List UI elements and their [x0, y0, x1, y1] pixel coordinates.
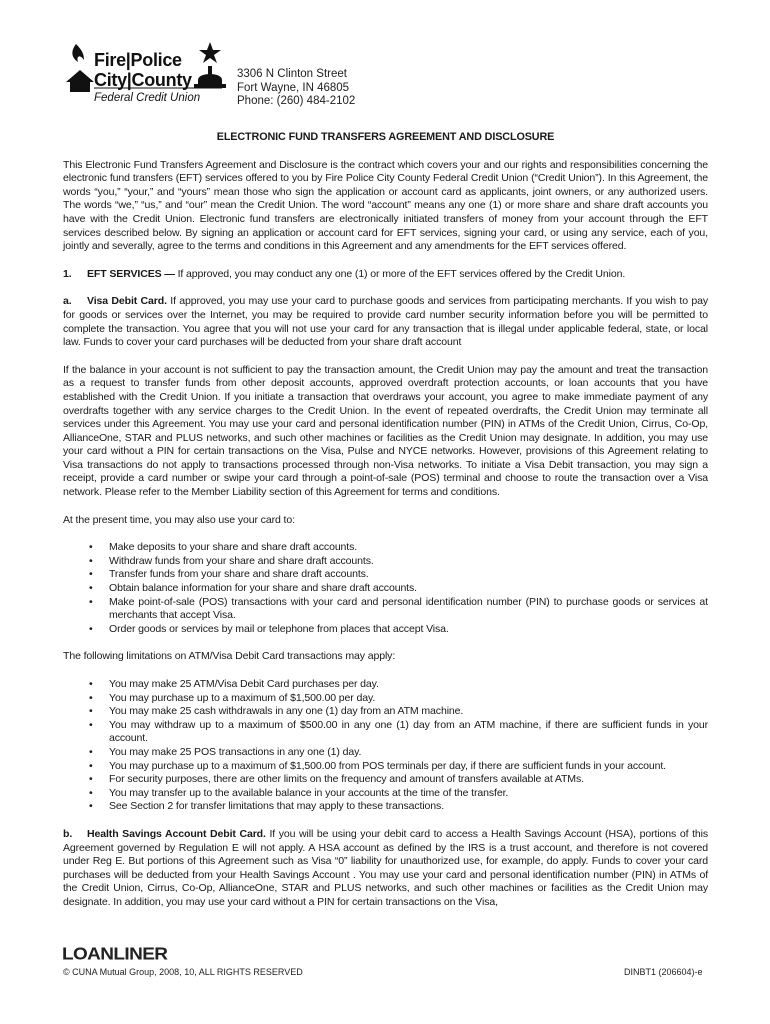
list-item: • Make point-of-sale (POS) transactions with your card and personal identification number (PIN) to purchase goods or services at merchants that accept Visa.: [109, 596, 708, 623]
section-a: [63, 295, 708, 349]
address-city: Fort Wayne, IN 46805: [237, 81, 350, 94]
copyright-text: © CUNA Mutual Group, 2008, 10, ALL RIGHTS RESERVED: [63, 967, 303, 977]
limitations-list: [63, 678, 708, 814]
list-item: • You may transfer up to the available balance in your accounts at the time of the transfer.: [109, 787, 708, 801]
document-title: ELECTRONIC FUND TRANSFERS AGREEMENT AND DISCLOSURE: [216, 131, 555, 143]
list-item: • Withdraw funds from your share and share draft accounts.: [109, 555, 708, 569]
list-item: • You may withdraw up to a maximum of $500.00 in any one (1) day from an ATM machine, if there are sufficient funds in your account.: [109, 719, 708, 746]
limitations-paragraph: The following limitations on ATM/Visa Debit Card transactions may apply:: [63, 650, 396, 663]
logo-line-2: City|County: [94, 70, 192, 90]
list-item: • You may purchase up to a maximum of $1,500.00 per day.: [109, 692, 708, 706]
list-item: • Order goods or services by mail or telephone from places that accept Visa.: [109, 623, 708, 637]
address-phone: Phone: (260) 484-2102: [237, 95, 356, 107]
section-1-number: 1.: [63, 267, 72, 280]
list-item: • For security purposes, there are other limits on the frequency and amount of transfers available at ATMs.: [109, 773, 708, 787]
form-code: DINBT1 (206604)-e: [624, 967, 703, 977]
document-body: [63, 131, 708, 924]
card-uses-list: [63, 541, 708, 636]
list-item: • You may make 25 cash withdrawals in any one (1) day from an ATM machine.: [109, 705, 708, 719]
list-item: • Make deposits to your share and share draft accounts.: [109, 541, 708, 555]
section-a-text: If approved, you may use your card to purchase goods and services from participating merchants. If you wish to pay for goods or services over the Internet, you may be required to provide card number security information before you will be permitted to complete the transaction. You agree that you will not use your card for any transaction that is illegal under applicable federal, state, or local law. Funds to cover your card purchases will be deducted from your share draft account: [63, 295, 708, 349]
section-1-text: If approved, you may conduct any one (1) or more of the EFT services offered by the Credit Union.: [174, 267, 626, 280]
section-b-heading: Health Savings Account Debit Card.: [87, 827, 266, 840]
present-time-paragraph: At the present time, you may also use your card to:: [63, 513, 295, 526]
list-item: • You may purchase up to a maximum of $1,500.00 from POS terminals per day, if there are sufficient funds in your account.: [109, 760, 708, 774]
list-item: • See Section 2 for transfer limitations that may apply to these transactions.: [109, 800, 708, 814]
list-item: • Transfer funds from your share and share draft accounts.: [109, 568, 708, 582]
address-street: 3306 N Clinton Street: [237, 68, 347, 80]
section-1: [63, 268, 708, 282]
list-item: • Obtain balance information for your share and share draft accounts.: [109, 582, 708, 596]
logo-line-1: Fire|Police: [94, 50, 182, 70]
section-1-heading: EFT SERVICES —: [87, 267, 175, 280]
section-a-heading: Visa Debit Card.: [87, 295, 167, 308]
section-b: [63, 828, 708, 910]
intro-paragraph: This Electronic Fund Transfers Agreement and Disclosure is the contract which covers your and our rights and responsibilities concerning the electronic fund transfers (EFT) services offered to you by Fire Police City County Federal Credit Union (“Credit Union”). In this Agreement, the words “you,” “your,” and “yours” mean those who sign the application or account card as applicants, joint owners, or any authorized users. The words “we,” “us,” and “our” mean the Credit Union. The word “account” means any one (1) or more share and share draft accounts you have with the Credit Union. Electronic fund transfers are electronically initiated transfers of money from your account through the EFT services described below. By signing an application or account card for EFT services, signing your card, or using any service, each of you, jointly and severally, agree to the terms and conditions in this Agreement and any amendments for the EFT services offered.: [63, 158, 708, 253]
logo-line-3: Federal Credit Union: [94, 92, 201, 104]
loanliner-logo: LOANLINER: [62, 945, 168, 964]
section-a-number: a.: [63, 295, 72, 308]
list-item: • You may make 25 POS transactions in any one (1) day.: [109, 746, 708, 760]
credit-union-logo: [62, 40, 232, 110]
section-b-text: If you will be using your debit card to access a Health Savings Account (HSA), portions of this Agreement governed by Regulation E will not apply. A HSA account as defined by the IRS is a trust account, and therefore is not covered under Reg E. But portions of this Agreement such as Visa “0” liability for unauthorized use, for example, do apply. Funds to cover your card purchases will be deducted from your Health Savings Account . You may use your card and personal identification number (PIN) in ATMs of the Credit Union, Cirrus, Co-Op, AllianceOne, STAR and PLUS networks, and such other machines or facilities as the Credit Union may designate. In addition, you may use your card without a PIN for certain transactions on the Visa,: [63, 827, 708, 908]
address-block: [237, 68, 355, 109]
list-item: • You may make 25 ATM/Visa Debit Card purchases per day.: [109, 678, 708, 692]
section-b-number: b.: [63, 827, 73, 840]
balance-paragraph: If the balance in your account is not sufficient to pay the transaction amount, the Credit Union may pay the amount and treat the transaction as a request to transfer funds from other deposit accounts, approved overdraft protection accounts, or loan accounts that you have established with the Credit Union. If you initiate a transaction that overdraws your account, you agree to make immediate payment of any overdrafts together with any service charges to the Credit Union. In the event of repeated overdrafts, the Credit Union may terminate all services under this Agreement. You may use your card and personal identification number (PIN) in ATMs of the Credit Union, Cirrus, Co-Op, AllianceOne, STAR and PLUS networks, and such other machines or facilities as the Credit Union may designate. In addition, you may use your card without a PIN for certain transactions on the Visa, Pulse and NYCE networks. However, provisions of this Agreement relating to Visa transactions do not apply to transactions processed through non-Visa networks. To initiate a Visa Debit transaction, you may sign a receipt, provide a card number or swipe your card through a point-of-sale (POS) terminal and choose to route the transaction over a Visa network. Please refer to the Member Liability section of this Agreement for terms and conditions.: [63, 363, 708, 499]
